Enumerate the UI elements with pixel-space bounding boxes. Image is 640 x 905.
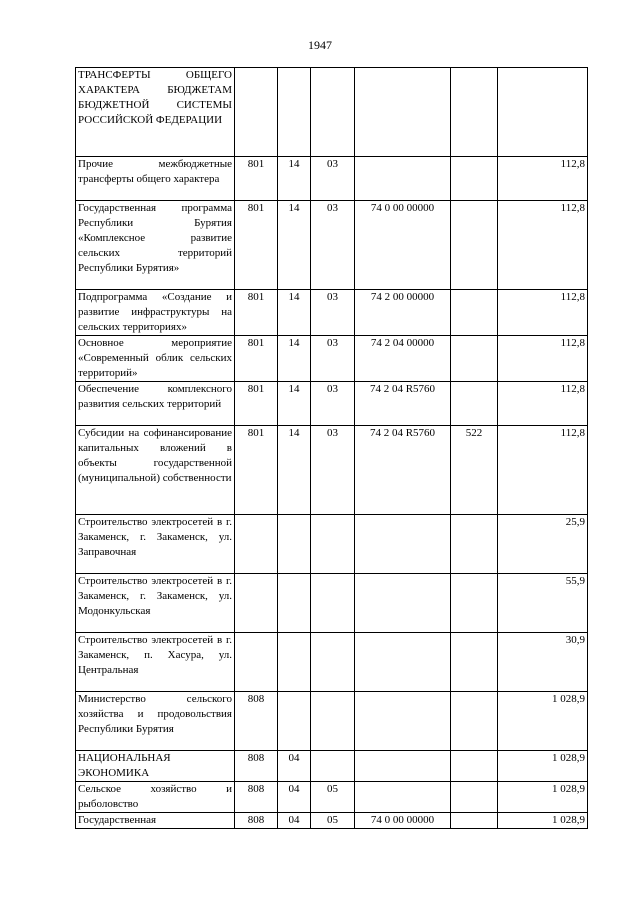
cell-target-article	[355, 692, 451, 751]
cell-name: НАЦИОНАЛЬНАЯ ЭКОНОМИКА	[76, 751, 235, 782]
cell-name: Подпрограмма «Создание и развитие инфраструктуры на сельских территориях»	[76, 290, 235, 336]
cell-ministry-code: 801	[235, 201, 278, 290]
cell-section-code	[278, 633, 311, 692]
table-row	[76, 574, 588, 633]
table-row	[76, 336, 588, 382]
cell-subsection-code	[311, 751, 355, 782]
cell-subsection-code: 05	[311, 813, 355, 829]
cell-subsection-code: 05	[311, 782, 355, 813]
cell-subsection-code: 03	[311, 336, 355, 382]
table-row	[76, 68, 588, 157]
cell-sum: 1 028,9	[498, 813, 588, 829]
cell-sum: 112,8	[498, 426, 588, 515]
cell-section-code: 04	[278, 782, 311, 813]
cell-name: Основное мероприятие «Современный облик сельских территорий»	[76, 336, 235, 382]
cell-expense-type	[451, 336, 498, 382]
cell-name: Министерство сельского хозяйства и продовольствия Республики Бурятия	[76, 692, 235, 751]
cell-ministry-code: 808	[235, 751, 278, 782]
cell-section-code	[278, 692, 311, 751]
cell-sum: 1 028,9	[498, 782, 588, 813]
cell-subsection-code: 03	[311, 157, 355, 201]
cell-sum: 112,8	[498, 382, 588, 426]
cell-target-article	[355, 515, 451, 574]
table-row	[76, 782, 588, 813]
cell-ministry-code	[235, 515, 278, 574]
cell-sum: 112,8	[498, 290, 588, 336]
cell-name: Субсидии на софинансирование капитальных вложений в объекты государственной (муниципальной) собственности	[76, 426, 235, 515]
cell-sum: 55,9	[498, 574, 588, 633]
cell-target-article: 74 0 00 00000	[355, 813, 451, 829]
cell-name: Обеспечение комплексного развития сельских территорий	[76, 382, 235, 426]
cell-section-code	[278, 515, 311, 574]
cell-ministry-code: 801	[235, 426, 278, 515]
cell-subsection-code	[311, 692, 355, 751]
cell-expense-type	[451, 751, 498, 782]
cell-ministry-code: 801	[235, 382, 278, 426]
cell-section-code: 14	[278, 201, 311, 290]
cell-ministry-code	[235, 574, 278, 633]
cell-subsection-code	[311, 574, 355, 633]
cell-name: Сельское хозяйство и рыболовство	[76, 782, 235, 813]
cell-expense-type	[451, 515, 498, 574]
cell-expense-type	[451, 692, 498, 751]
cell-expense-type	[451, 157, 498, 201]
table-row	[76, 382, 588, 426]
cell-sum: 1 028,9	[498, 692, 588, 751]
cell-subsection-code: 03	[311, 290, 355, 336]
cell-name: Строительство электросетей в г. Закаменск, г. Закаменск, ул. Модонкульская	[76, 574, 235, 633]
cell-ministry-code: 801	[235, 290, 278, 336]
table-row	[76, 290, 588, 336]
table-row	[76, 633, 588, 692]
cell-section-code: 14	[278, 336, 311, 382]
cell-ministry-code: 801	[235, 157, 278, 201]
cell-section-code: 14	[278, 382, 311, 426]
cell-subsection-code: 03	[311, 201, 355, 290]
cell-expense-type	[451, 782, 498, 813]
cell-name: Прочие межбюджетные трансферты общего характера	[76, 157, 235, 201]
cell-target-article	[355, 782, 451, 813]
cell-sum: 112,8	[498, 157, 588, 201]
cell-sum	[498, 68, 588, 157]
cell-subsection-code: 03	[311, 426, 355, 515]
cell-subsection-code: 03	[311, 382, 355, 426]
cell-target-article: 74 2 00 00000	[355, 290, 451, 336]
cell-section-code	[278, 68, 311, 157]
page-number: 1947	[308, 38, 332, 52]
table-row	[76, 692, 588, 751]
cell-subsection-code	[311, 515, 355, 574]
cell-target-article	[355, 157, 451, 201]
cell-target-article	[355, 68, 451, 157]
cell-section-code: 04	[278, 813, 311, 829]
cell-expense-type	[451, 574, 498, 633]
cell-section-code	[278, 574, 311, 633]
table-row	[76, 157, 588, 201]
cell-subsection-code	[311, 633, 355, 692]
cell-sum: 30,9	[498, 633, 588, 692]
cell-ministry-code	[235, 68, 278, 157]
cell-ministry-code: 808	[235, 782, 278, 813]
cell-expense-type	[451, 201, 498, 290]
cell-target-article: 74 0 00 00000	[355, 201, 451, 290]
cell-ministry-code: 801	[235, 336, 278, 382]
cell-subsection-code	[311, 68, 355, 157]
cell-expense-type	[451, 813, 498, 829]
cell-ministry-code: 808	[235, 692, 278, 751]
table-row	[76, 201, 588, 290]
cell-section-code: 14	[278, 290, 311, 336]
cell-section-code: 04	[278, 751, 311, 782]
cell-name: Государственная программа Республики Бурятия «Комплексное развитие сельских территорий Республики Бурятия»	[76, 201, 235, 290]
cell-target-article	[355, 751, 451, 782]
cell-expense-type	[451, 68, 498, 157]
cell-name: Государственная	[76, 813, 235, 829]
table-row	[76, 813, 588, 829]
budget-table	[75, 67, 588, 829]
cell-sum: 112,8	[498, 336, 588, 382]
table-row	[76, 751, 588, 782]
cell-target-article	[355, 574, 451, 633]
cell-name: Строительство электросетей в г. Закаменск, п. Хасура, ул. Центральная	[76, 633, 235, 692]
cell-name: Строительство электросетей в г. Закаменск, г. Закаменск, ул. Заправочная	[76, 515, 235, 574]
cell-expense-type: 522	[451, 426, 498, 515]
cell-target-article: 74 2 04 00000	[355, 336, 451, 382]
cell-target-article	[355, 633, 451, 692]
cell-sum: 1 028,9	[498, 751, 588, 782]
cell-section-code: 14	[278, 426, 311, 515]
cell-sum: 25,9	[498, 515, 588, 574]
cell-section-code: 14	[278, 157, 311, 201]
cell-target-article: 74 2 04 R5760	[355, 382, 451, 426]
cell-expense-type	[451, 290, 498, 336]
cell-ministry-code: 808	[235, 813, 278, 829]
cell-expense-type	[451, 382, 498, 426]
table-row	[76, 515, 588, 574]
cell-target-article: 74 2 04 R5760	[355, 426, 451, 515]
table-row	[76, 426, 588, 515]
cell-ministry-code	[235, 633, 278, 692]
cell-name: ТРАНСФЕРТЫ ОБЩЕГО ХАРАКТЕРА БЮДЖЕТАМ БЮДЖЕТНОЙ СИСТЕМЫ РОССИЙСКОЙ ФЕДЕРАЦИИ	[76, 68, 235, 157]
cell-expense-type	[451, 633, 498, 692]
cell-sum: 112,8	[498, 201, 588, 290]
